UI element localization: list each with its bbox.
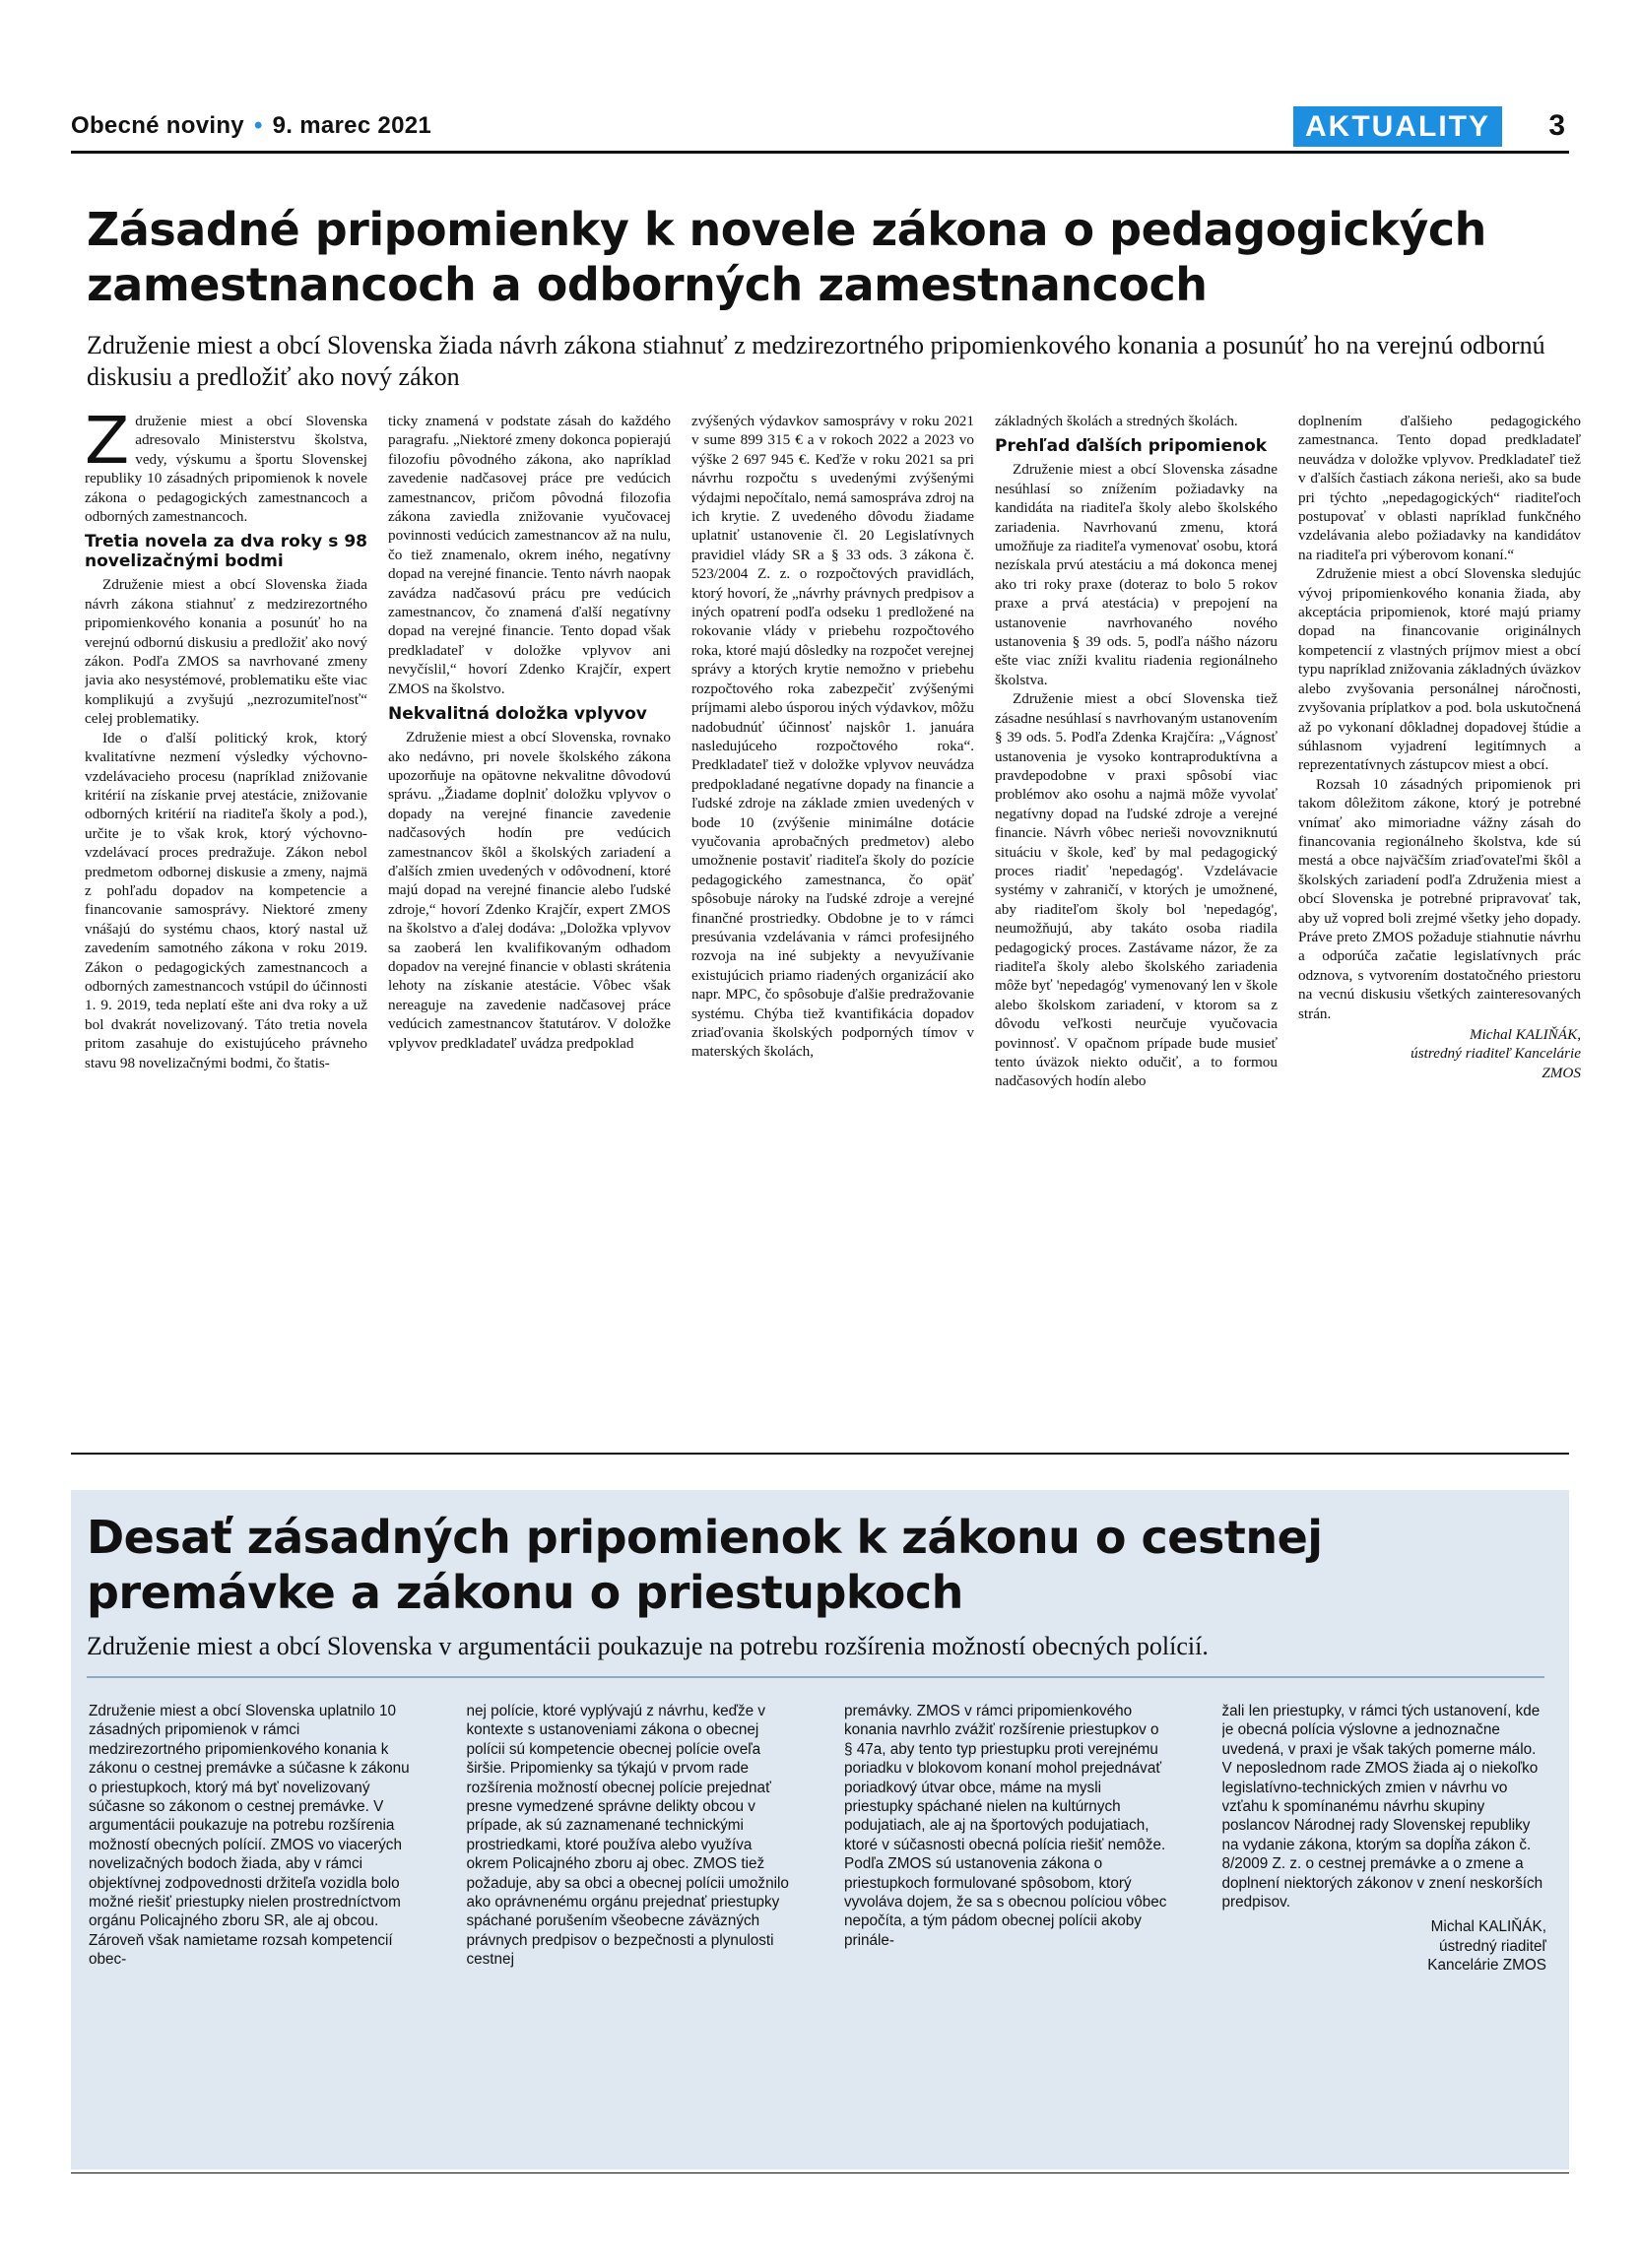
article1-crosshead-1: Tretia novela za dva roky s 98 novelizačnými bodmi	[85, 532, 367, 572]
author-title: ústredný riaditeľ Kancelárie	[1410, 1045, 1581, 1063]
masthead	[71, 112, 431, 140]
article1-column-2	[388, 412, 671, 1443]
article2-column-4	[1222, 1702, 1547, 2155]
paragraph-text: druženie miest a obcí Slovenska adresovalo Ministerstvu školstva, vedy, výskumu a športu Slovenskej republiky 10 zásadných pripomienok k novele zákona o pedagogických zamestnancoch a odborných zamestnancoch.	[85, 413, 367, 526]
article2-column-2	[467, 1702, 792, 2155]
issue-date: 9. marec 2021	[272, 112, 432, 139]
header-rule	[71, 151, 1569, 154]
author-name: Michal KALIŇÁK,	[1430, 1918, 1546, 1936]
paper-name: Obecné noviny	[71, 112, 244, 139]
author-title: ústredný riaditeľ	[1438, 1937, 1546, 1955]
page-number: 3	[1548, 109, 1565, 142]
author-org: Kancelárie ZMOS	[1427, 1957, 1546, 1975]
paragraph: Rozsah 10 zásadných pripomienok pri takom dôležitom zákone, ktorý je potrebné vnímať ako mimoriadne vážny zásah do financovania regionálneho školstva, kde sú mestá a obce najväčším zriaďovateľmi škôl a školských zariadení podľa Združenia miest a obcí Slovenska je potrebné pripravovať tak, aby už vopred boli zrejmé všetky jeho dopady. Práve preto ZMOS požaduje stiahnutie návrhu a odporúča začatie legislatívnych prác odznova, s vytvorením dostatočného priestoru na vecnú diskusiu všetkých zainteresovaných strán.	[1298, 775, 1581, 1022]
article2-body	[89, 1702, 1546, 2155]
author-org: ZMOS	[1542, 1064, 1581, 1081]
article1-subtitle: Združenie miest a obcí Slovenska žiada návrh zákona stiahnuť z medzirezortného pripomienkového konania a posunúť ho na verejnú odbornú diskusiu a predložiť ako nový zákon	[87, 331, 1545, 391]
paragraph: Združenie miest a obcí Slovenska zásadne nesúhlasí so znížením požiadavky na kandidáta na riaditeľa školy alebo školského zariadenia. Navrhovanú zmenu, ktorá umožňuje za riaditeľa vymenovať osobu, ktorá nezískala prvú atestáciu a má dokonca menej ako tri roky praxe (doteraz to bolo 5 rokov praxe a prvá atestácia) v prepojení na ustanovenie navrhovaného nového ustanovenia § 39 ods. 5, podľa nášho názoru ešte viac zníži kvalitu riadenia regionálneho školstva.	[995, 461, 1278, 688]
paragraph: ticky znamená v podstate zásah do každého paragrafu. „Niektoré zmeny dokonca popierajú filozofiu pôvodného zákona, ako napríklad zavedenie nadčasovej práce pre vedúcich zamestnancov, pričom pôvodná filozofia zákona zaviedla znižovanie vyučovacej povinnosti vedúcich zamestnancov až na nulu, čo tiež znamenalo, okrem iného, negatívny dopad na verejné financie. Tento návrh naopak zavádza nadčasovú prácu pre vedúcich zamestnancov, čo znamená ďalší negatívny dopad na verejné financie. Tento dopad však predkladateľ v doložke vplyvov ani nevyčíslil,“ hovorí Zdenko Krajčír, expert ZMOS na školstvo.	[388, 413, 671, 697]
paragraph: Združenie miest a obcí Slovenska sledujúc vývoj pripomienkového konania žiada, aby akceptácia pripomienok, ktoré majú priamy dopad na financovanie originálnych kompetencií z vlastných príjmov miest a obcí typu napríklad znižovania základných úväzkov alebo zvyšovania personálnej náročnosti, zvyšovania príplatkov a pod. bola uskutočnená až po vykonaní dôkladnej dopadovej štúdie a súhlasnom vyjadrení legitímnych a reprezentatívnych zástupcov miest a obcí.	[1298, 565, 1581, 774]
paragraph: Združenie miest a obcí Slovenska žiada návrh zákona stiahnuť z medzirezortného pripomienkového konania a posunúť ho na verejnú odbornú diskusiu a predložiť ako nový zákon. Podľa ZMOS sa navrhované zmeny javia ako nesystémové, problematiku ešte viac komplikujú a zvyšujú „nezrozumiteľnosť“ celej problematiky.	[85, 576, 367, 728]
article2-column-1	[89, 1702, 414, 2155]
article2-subtitle: Združenie miest a obcí Slovenska v argumentácii poukazuje na potrebu rozšírenia možností obecných polícií.	[87, 1632, 1209, 1660]
page-header	[71, 106, 1569, 150]
paragraph: Združenie miest a obcí Slovenska, rovnako ako nedávno, pri novele školského zákona upozorňuje na opätovne nekvalitne dôvodovú správu. „Žiadame doplniť doložku vplyvov o dopady na verejné financie zavedenie nadčasových hodín pre vedúcich zamestnancov škôl a školských zariadení a ďalších zmien uvedených v odôvodnení, ktoré majú dopad na verejné financie alebo ľudské zdroje,“ hovorí Zdenko Krajčír, expert ZMOS na školstvo a ďalej dodáva: „Doložka vplyvov sa zaoberá len kvalifikovaným odhadom dopadov na verejné financie v oblasti skrátenia lehoty na získanie atestácie. Vôbec však nereaguje na zavedenie nadčasovej práce vedúcich zamestnancov štatutárov. V doložke vplyvov predkladateľ uvádza predpoklad	[388, 729, 671, 1052]
separator-dot: •	[253, 112, 263, 139]
article2-title: Desať zásadných pripomienok k zákonu o cestnej premávke a zákonu o priestupkoch	[87, 1511, 1323, 1619]
paragraph: premávky. ZMOS v rámci pripomienkového konania navrhlo zvážiť rozšírenie priestupkov o § 47a, aby tento typ priestupku proti verejnému poriadku v blokovom konaní mohol prejednávať poriadkový útvar obce, máme na mysli priestupky spáchané nielen na kultúrnych podujatiach, ale aj na športových podujatiach, ktoré v súčasnosti obecná polícia riešiť nemôže. Podľa ZMOS sú ustanovenia zákona o priestupkoch formulované spôsobom, ktorý vyvoláva dojem, že sa s obecnou políciou vôbec nepočíta, a tým pádom obecnej polícii akoby prinále-	[844, 1703, 1167, 1949]
section-tag: AKTUALITY	[1293, 106, 1502, 147]
dropcap: Z	[85, 412, 130, 479]
footer-rule	[71, 2172, 1569, 2173]
article1-column-1	[85, 412, 367, 1443]
paragraph: doplnením ďalšieho pedagogického zamestnanca. Tento dopad predkladateľ neuvádza v doložke vplyvov. Predkladateľ tiež v ďalších častiach zákona nerieši, ako sa bude pri týchto „nepedagogických“ riaditeľoch postupovať v oblasti napríklad funkčného vzdelávania alebo požiadavky na kandidátov na riaditeľa pri výberovom konaní.“	[1298, 413, 1581, 563]
article1-lead	[85, 412, 367, 526]
paragraph: zvýšených výdavkov samosprávy v roku 2021 v sume 899 315 € a v rokoch 2022 a 2023 vo výške 2 697 945 €. Keďže v roku 2021 sa pri návrhu rozpočtu s uvedenými zvýšenými výdajmi nepočítalo, nemá samospráva zdroj na ich krytie. Z uvedeného dôvodu žiadame uplatniť ustanovenie čl. 20 Legislatívnych pravidiel vlády SR a § 33 ods. 3 zákona č. 523/2004 Z. z. o rozpočtových pravidlách, ktorý hovorí, že „návrhy právnych predpisov a iných opatrení podľa odseku 1 predložené na rokovanie vlády v priebehu rozpočtového roka, ktoré majú dôsledky na rozpočet verejnej správy a ktorých krytie nemožno v priebehu rozpočtového roka zabezpečiť zvýšenými príjmami alebo úsporou iných výdavkov, môžu nadobudnúť účinnosť najskôr 1. januára nasledujúceho rozpočtového roka“. Predkladateľ tiež v doložke vplyvov neuvádza predpokladané negatívne dopady na financie a ľudské zdroje na základe zmien uvedených v bode 10 (zvýšenie minimálne dotácie vyučovania aprobačných predmetov) alebo umožnenie postaviť riaditeľa školy do pozície pedagogického zamestnanca, čo opäť spôsobuje nároky na ľudské zdroje a verejné finančné prostriedky. Obdobne je to v rámci presúvania vzdelávania v rámci profesijného rozvoja na iné subjekty a nevyužívanie existujúcich priamo riadených organizácií ako napr. MPC, čo spôsobuje ďalšie predražovanie systému. Chýba tiež kvantifikácia dopadov zriaďovania školských podporných tímov v materských školách,	[691, 413, 974, 1061]
article1-column-3	[691, 412, 974, 1443]
article1-crosshead-3: Prehľad ďalších pripomienok	[995, 436, 1268, 457]
article1-column-4	[995, 412, 1278, 1443]
article2-column-3	[844, 1702, 1169, 2155]
article1-column-5	[1298, 412, 1581, 1443]
author-name: Michal KALIŇÁK,	[1469, 1026, 1581, 1043]
article1-title: Zásadné pripomienky k novele zákona o pedagogických zamestnancoch a odborných zamestnancoch	[87, 203, 1486, 311]
paragraph: Združenie miest a obcí Slovenska tiež zásadne nesúhlasí s navrhovaným ustanovením § 39 ods. 5. Podľa Zdenka Krajčíra: „Vágnosť ustanovenia je vysoko kontraproduktívna a pravdepodobne v praxi spôsobí viac problémov ako osohu a najmä môže vyvolať negatívny dopad na ľudské zdroje a verejné financie. Návrh vôbec nerieši novovzniknutú situáciu v škole, keď by mal pedagogický proces riadiť 'nepedagóg'. Vzdelávacie systémy v zahraničí, v ktorých je umožnené, aby riaditeľom školy bol 'nepedagóg', neumožňujú, aby takáto osoba riadila pedagogický proces. Zastávame názor, že za riaditeľa školy alebo školského zariadenia môže byť 'nepedagóg' vymenovaný len v škole alebo školskom zariadení, v ktorom sa z dôvodu veľkosti neurčuje vyučovacia povinnosť. V opačnom prípade bude musieť tento úväzok niekto odučiť, a to formou nadčasových hodín alebo	[995, 690, 1278, 1090]
article1-crosshead-2: Nekvalitná doložka vplyvov	[388, 704, 647, 725]
box-divider	[87, 1676, 1544, 1678]
paragraph: žali len priestupky, v rámci tých ustanovení, kde je obecná polícia výslovne a jednoznačne uvedená, v praxi je však takých pomerne málo. V neposlednom rade ZMOS žiada aj o niekoľko legislatívno-technických zmien v návrhu vo vzťahu k spomínanému návrhu skupiny poslancov Národnej rady Slovenskej republiky na vydanie zákona, ktorým sa dopĺňa zákon č. 8/2009 Z. z. o cestnej premávke a o zmene a doplnení niektorých zákonov v znení neskorších predpisov.	[1221, 1703, 1543, 1912]
article2-box	[71, 1490, 1569, 2170]
paragraph: nej polície, ktoré vyplývajú z návrhu, keďže v kontexte s ustanoveniami zákona o obecnej polícii sú kompetencie obecnej polície oveľa širšie. Pripomienky sa týkajú v prvom rade rozšírenia možností obecnej polície prejednať presne vymedzené správne delikty obcou v prípade, ak sú zaznamenané technickými prostriedkami, ktoré používa alebo využíva okrem Policajného zboru aj obec. ZMOS tiež požaduje, aby sa obci a obecnej polícii umožnilo ako oprávnenému orgánu prejednať priestupky spáchané porušením všeobecne záväzných právnych predpisov o bezpečnosti a plynulosti cestnej	[466, 1703, 789, 1969]
paragraph: Združenie miest a obcí Slovenska uplatnilo 10 zásadných pripomienok v rámci medzirezortného pripomienkového konania k zákonu o cestnej premávke a súčasne k zákonu o priestupkoch, ktorý má byť novelizovaný súčasne so zákonom o cestnej premávke. V argumentácii poukazuje na potrebu rozšírenia možností obecných polícií. ZMOS vo viacerých novelizačných bodoch žiada, aby v rámci objektívnej zodpovednosti držiteľa vozidla bolo možné riešiť priestupky nielen prostredníctvom orgánu Policajného zboru SR, ale aj obcou. Zároveň však namietame rozsah kompetencií obec-	[89, 1703, 410, 1969]
article-divider	[71, 1453, 1569, 1455]
article1-body	[85, 412, 1582, 1443]
paragraph: základných školách a stredných školách.	[995, 413, 1238, 429]
paragraph: Ide o ďalší politický krok, ktorý kvalitatívne nezmení výsledky výchovno-vzdelávacieho procesu (napríklad znižovanie kritérií na získanie prvej atestácie, znižovanie odborných kritérií na riaditeľa školy a pod.), určite je to však krok, ktorý výchovno-vzdelávací proces predražuje. Zákon nebol predmetom odbornej diskusie a zmeny, najmä z pohľadu dopadov na kompetencie a financovanie samosprávy. Niektoré zmeny vnášajú do systému chaos, ktorý nastal už zavedením samotného zákona v roku 2019. Zákon o pedagogických zamestnancoch a odborných zamestnancoch vstúpil do účinnosti 1. 9. 2019, teda neplatí ešte ani dva roky a už bol dvakrát novelizovaný. Táto tretia novela pritom zasahuje do existujúceho právneho stavu 98 novelizačnými bodmi, čo štatis-	[85, 729, 367, 1071]
